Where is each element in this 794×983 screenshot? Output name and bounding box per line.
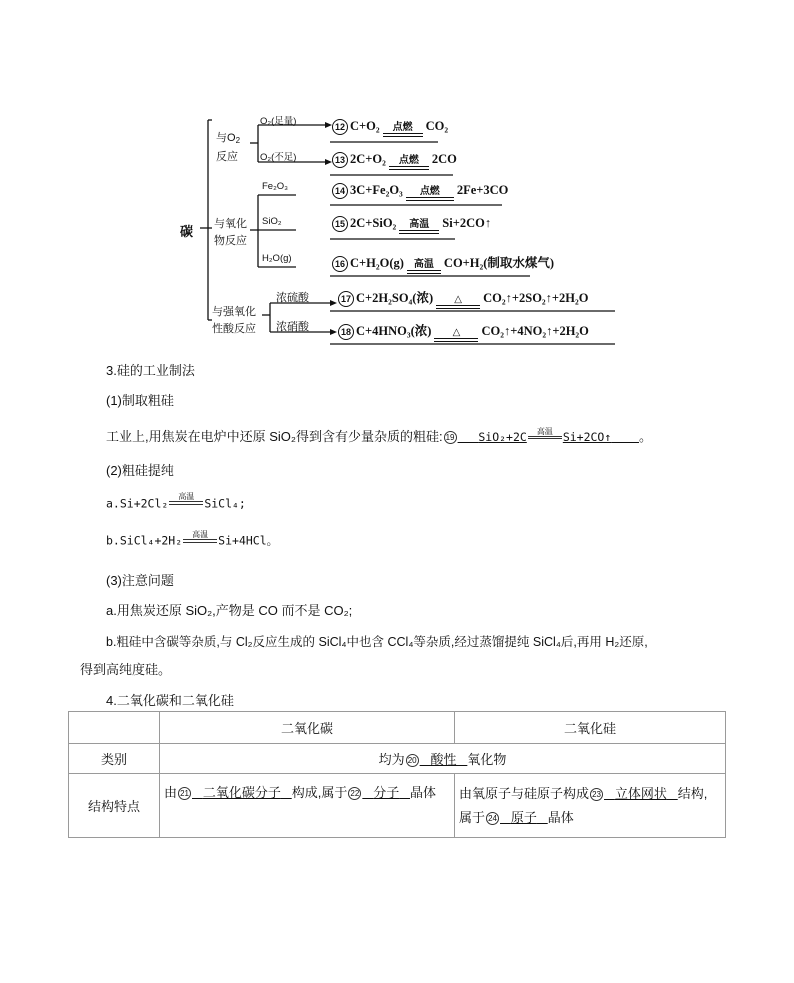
co2-structure-cell: 由 21 二氧化碳分子 构成,属于 22 分子 晶体: [160, 774, 455, 838]
reaction-15: 15 2C+SiO₂ 高温 Si+2CO↑: [332, 216, 491, 234]
table-row-category: [69, 744, 726, 774]
condition-o2-lack: O₂(不足): [260, 152, 297, 163]
row-label-category: 类别: [69, 744, 160, 774]
reaction-17: 17 C+2H₂SO₄(浓) △ CO₂↑+2SO₂↑+2H₂O: [338, 288, 588, 309]
condition-o2-excess: O₂(足量): [260, 116, 297, 127]
section4-title: 4.二氧化碳和二氧化硅: [106, 693, 234, 708]
comparison-table: [68, 711, 726, 838]
branch-o2-label-2: 反应: [216, 151, 238, 163]
branch-acid-label-2: 性酸反应: [212, 323, 256, 335]
carbon-reaction-diagram: [170, 105, 630, 355]
category-cell: 均为 20 酸性 氧化物: [160, 744, 726, 774]
branch-oxide-label-1: 与氧化: [214, 218, 247, 230]
branch-o2-label: 与$O_2$: [216, 132, 241, 145]
reaction-14: 14 3C+Fe₂O₃ 点燃 2Fe+3CO: [332, 183, 508, 201]
condition-fe2o3: Fe₂O₃: [262, 181, 289, 192]
header-sio2: 二氧化硅: [455, 712, 726, 744]
section3-p1: 工业上,用焦炭在电炉中还原 SiO₂得到含有少量杂质的粗硅: 19 SiO₂+2C 高温 Si+2CO↑ 。: [106, 426, 652, 444]
condition-h2o: H₂O(g): [262, 253, 292, 264]
note-b-line1: b.粗硅中含碳等杂质,与 Cl₂反应生成的 SiCl₄中也含 CCl₄等杂质,经过蒸馏提纯 SiCl₄后,再用 H₂还原,: [106, 635, 648, 649]
section3-sub2: (2)粗硅提纯: [106, 463, 174, 478]
section3-sub1: (1)制取粗硅: [106, 393, 174, 408]
note-b-line2: 得到高纯度硅。: [80, 662, 172, 677]
row-label-structure: 结构特点: [69, 774, 160, 838]
reaction-18: 18 C+4HNO₃(浓) △ CO₂↑+4NO₂↑+2H₂O: [338, 321, 589, 342]
reaction-16: 16 C+H₂O(g) 高温 CO+H₂(制取水煤气): [332, 253, 554, 274]
purify-step-a: a.Si+2Cl₂ 高温 SiCl₄;: [106, 492, 246, 511]
sio2-structure-cell: 由氧原子与硅原子构成 23 立体网状 结构, 属于 24 原子 晶体: [455, 774, 726, 838]
table-header-row: [69, 712, 726, 744]
note-a: a.用焦炭还原 SiO₂,产物是 CO 而不是 CO₂;: [106, 603, 353, 618]
branch-oxide-label-2: 物反应: [214, 235, 247, 247]
condition-h2so4: 浓硫酸: [276, 292, 309, 304]
branch-acid-label-1: 与强氧化: [212, 306, 256, 318]
table-row-structure: [69, 774, 726, 838]
reaction-13: 13 2C+O₂ 点燃 2CO: [332, 152, 457, 170]
root-label: 碳: [180, 224, 194, 239]
condition-hno3: 浓硝酸: [276, 321, 309, 333]
purify-step-b: b.SiCl₄+2H₂ 高温 Si+4HCl。: [106, 530, 279, 548]
header-co2: 二氧化碳: [160, 712, 455, 744]
section3-sub3: (3)注意问题: [106, 573, 174, 588]
header-cell-empty: [69, 712, 160, 744]
section3-title: 3.硅的工业制法: [106, 363, 195, 378]
condition-sio2: SiO₂: [262, 216, 282, 227]
reaction-12: 12 C+O₂ 点燃 CO₂: [332, 119, 448, 137]
